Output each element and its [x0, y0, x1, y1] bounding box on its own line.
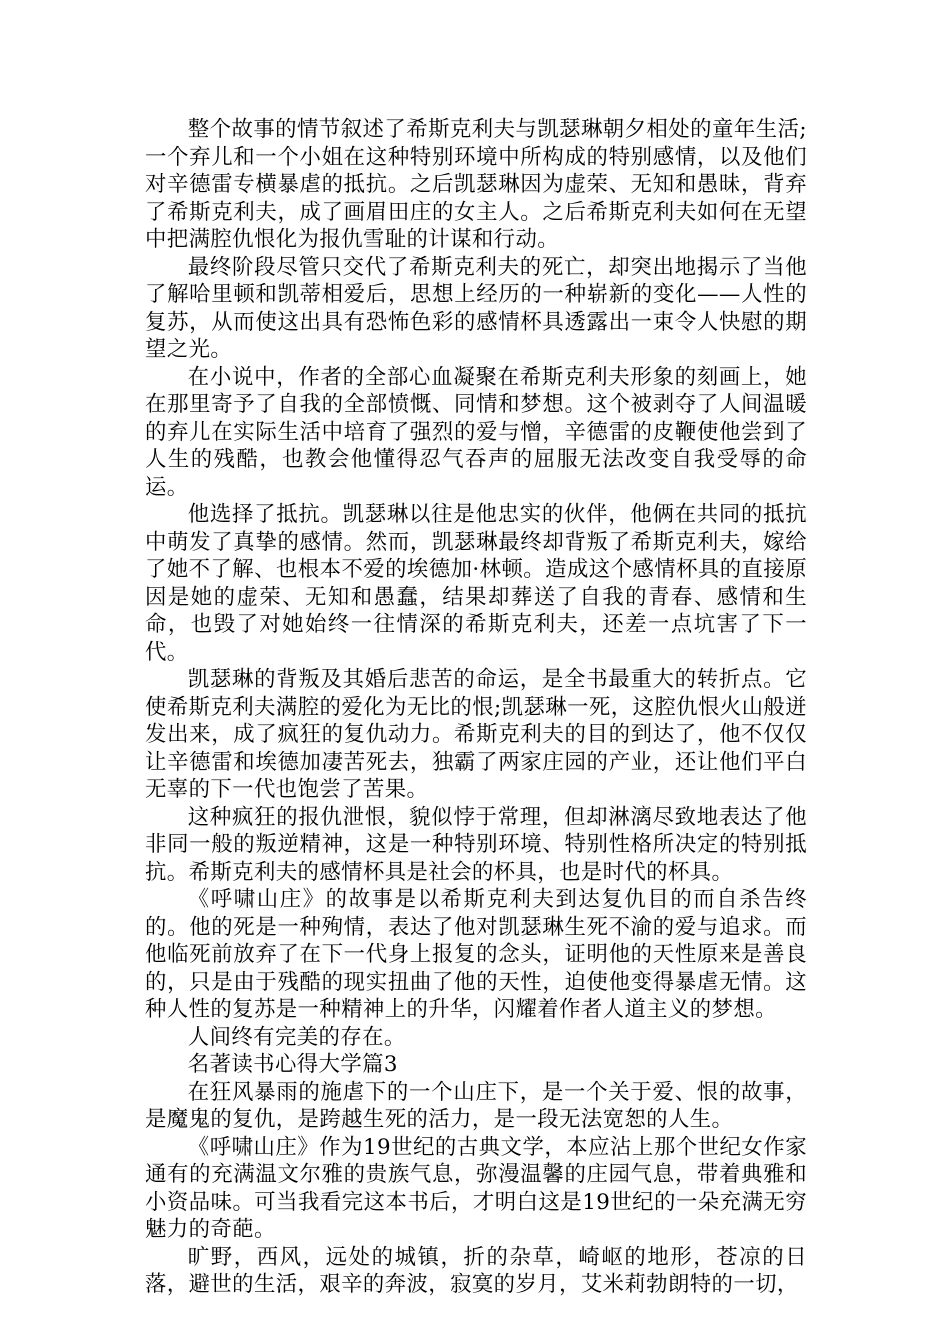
- paragraph-6: 这种疯狂的报仇泄恨，貌似悖于常理，但却淋漓尽致地表达了他非同一般的叛逆精神，这是一种特别环境、特别性格所决定的特别抵抗。希斯克利夫的感情杯具是社会的杯具，也是时代的杯具。: [145, 804, 807, 885]
- paragraph-2: 最终阶段尽管只交代了希斯克利夫的死亡，却突出地揭示了当他了解哈里顿和凯蒂相爱后，思想上经历的一种崭新的变化——人性的复苏，从而使这出具有恐怖色彩的感情杯具透露出一束令人快慰的期望之光。: [145, 254, 807, 362]
- document-body: [145, 116, 807, 1299]
- paragraph-1: 整个故事的情节叙述了希斯克利夫与凯瑟琳朝夕相处的童年生活;一个弃儿和一个小姐在这种特别环境中所构成的特别感情，以及他们对辛德雷专横暴虐的抵抗。之后凯瑟琳因为虚荣、无知和愚昧，背弃了希斯克利夫，成了画眉田庄的女主人。之后希斯克利夫如何在无望中把满腔仇恨化为报仇雪耻的计谋和行动。: [145, 117, 807, 252]
- paragraph-8: 人间终有完美的存在。: [187, 1024, 406, 1050]
- section-heading: 名著读书心得大学篇3: [187, 1052, 398, 1077]
- paragraph-5: 凯瑟琳的背叛及其婚后悲苦的命运，是全书最重大的转折点。它使希斯克利夫满腔的爱化为无比的恨;凯瑟琳一死，这腔仇恨火山般迸发出来，成了疯狂的复仇动力。希斯克利夫的目的到达了，他不仅仅让辛德雷和埃德加凄苦死去，独霸了两家庄园的产业，还让他们平白无辜的下一代也饱尝了苦果。: [145, 667, 807, 802]
- paragraph-4: 他选择了抵抗。凯瑟琳以往是他忠实的伙伴，他俩在共同的抵抗中萌发了真挚的感情。然而，凯瑟琳最终却背叛了希斯克利夫，嫁给了她不了解、也根本不爱的埃德加·林顿。造成这个感情杯具的直接原因是她的虚荣、无知和愚蠢，结果却葬送了自我的青春、感情和生命，也毁了对她始终一往情深的希斯克利夫，还差一点坑害了下一代。: [145, 502, 807, 665]
- paragraph-7: 《呼啸山庄》的故事是以希斯克利夫到达复仇目的而自杀告终的。他的死是一种殉情，表达了他对凯瑟琳生死不渝的爱与追求。而他临死前放弃了在下一代身上报复的念头，证明他的天性原来是善良的，只是由于残酷的现实扭曲了他的天性，迫使他变得暴虐无情。这种人性的复苏是一种精神上的升华，闪耀着作者人道主义的梦想。: [145, 887, 807, 1022]
- paragraph-10: 《呼啸山庄》作为19世纪的古典文学，本应沾上那个世纪女作家通有的充满温文尔雅的贵族气息，弥漫温馨的庄园气息，带着典雅和小资品味。可当我看完这本书后，才明白这是19世纪的一朵充满无穷魅力的奇葩。: [145, 1134, 807, 1242]
- paragraph-9: 在狂风暴雨的施虐下的一个山庄下，是一个关于爱、恨的故事，是魔鬼的复仇，是跨越生死的活力，是一段无法宽恕的人生。: [145, 1079, 807, 1132]
- paragraph-11: 旷野，西风，远处的城镇，折的杂草，崎岖的地形，苍凉的日落，避世的生活，艰辛的奔波，寂寞的岁月，艾米莉勃朗特的一切，: [145, 1244, 807, 1297]
- paragraph-3: 在小说中，作者的全部心血凝聚在希斯克利夫形象的刻画上，她在那里寄予了自我的全部愤慨、同情和梦想。这个被剥夺了人间温暖的弃儿在实际生活中培育了强烈的爱与憎，辛德雷的皮鞭使他尝到了人生的残酷，也教会他懂得忍气吞声的屈服无法改变自我受辱的命运。: [145, 364, 807, 500]
